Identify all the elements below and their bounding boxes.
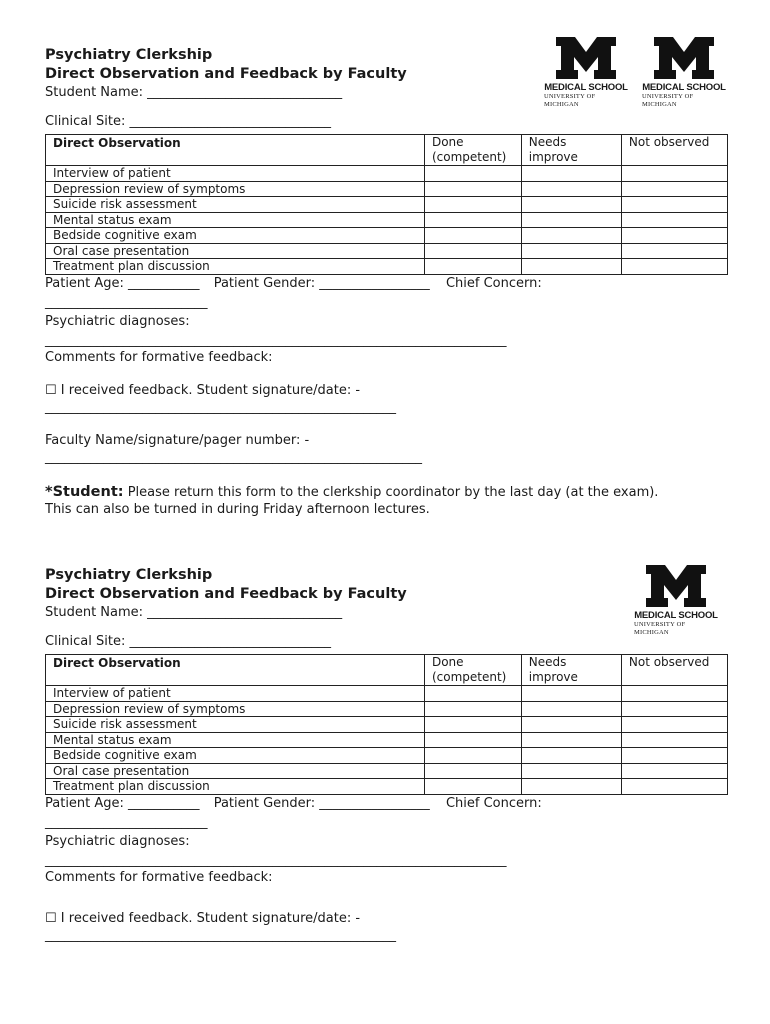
student-note-text: Please return this form to the clerkship coordinator by the last day (at the exam). bbox=[127, 484, 659, 500]
medical-school-logo bbox=[634, 565, 718, 637]
table-row bbox=[46, 197, 728, 213]
student-signature-line[interactable]: ______________________________________________________ bbox=[45, 927, 396, 943]
cell-needs-improve[interactable] bbox=[521, 166, 621, 182]
psychiatric-diagnoses-line[interactable]: _______________________________________________________________________ bbox=[45, 852, 507, 868]
block-m-icon bbox=[646, 565, 706, 607]
row-label: Interview of patient bbox=[46, 166, 425, 182]
block-m-icon bbox=[654, 37, 714, 79]
cell-done[interactable] bbox=[424, 701, 521, 717]
form-subtitle: Direct Observation and Feedback by Faculty bbox=[45, 66, 407, 82]
row-label: Oral case presentation bbox=[46, 763, 425, 779]
table-row bbox=[46, 166, 728, 182]
clinical-site-field[interactable]: Clinical Site: _______________________________ bbox=[45, 634, 331, 649]
cell-not-observed[interactable] bbox=[621, 197, 727, 213]
row-label: Suicide risk assessment bbox=[46, 197, 425, 213]
patient-age-field[interactable]: Patient Age: ___________ bbox=[45, 795, 200, 811]
form-title: Psychiatry Clerkship bbox=[45, 47, 213, 63]
received-feedback-row bbox=[45, 382, 735, 399]
patient-info-row bbox=[45, 795, 735, 812]
student-note-bold: *Student: bbox=[45, 483, 124, 500]
header-done: Done (competent) bbox=[424, 655, 521, 686]
university-text: UNIVERSITY OF MICHIGAN bbox=[642, 93, 694, 108]
cell-done[interactable] bbox=[424, 732, 521, 748]
cell-needs-improve[interactable] bbox=[521, 259, 621, 275]
chief-concern-line[interactable]: _________________________ bbox=[45, 294, 208, 310]
received-feedback-row bbox=[45, 910, 735, 927]
medical-school-logo bbox=[642, 37, 726, 109]
patient-age-field[interactable]: Patient Age: ___________ bbox=[45, 275, 200, 291]
cell-not-observed[interactable] bbox=[621, 763, 727, 779]
row-label: Depression review of symptoms bbox=[46, 181, 425, 197]
header-not-observed: Not observed bbox=[621, 655, 727, 686]
table-header-row bbox=[46, 655, 728, 686]
cell-needs-improve[interactable] bbox=[521, 779, 621, 795]
university-text: UNIVERSITY OF MICHIGAN bbox=[544, 93, 596, 108]
feedback-form-2 bbox=[45, 566, 735, 944]
cell-needs-improve[interactable] bbox=[521, 701, 621, 717]
medical-school-logo bbox=[544, 37, 628, 109]
header-needs-improve: Needs improve bbox=[521, 135, 621, 166]
cell-done[interactable] bbox=[424, 779, 521, 795]
header-not-observed: Not observed bbox=[621, 135, 727, 166]
received-feedback-label: I received feedback. Student signature/date: - bbox=[60, 382, 361, 398]
comments-label: Comments for formative feedback: bbox=[45, 869, 273, 885]
cell-done[interactable] bbox=[424, 259, 521, 275]
header-direct-observation: Direct Observation bbox=[46, 655, 425, 686]
cell-done[interactable] bbox=[424, 763, 521, 779]
cell-not-observed[interactable] bbox=[621, 748, 727, 764]
cell-done[interactable] bbox=[424, 748, 521, 764]
table-row bbox=[46, 228, 728, 244]
cell-needs-improve[interactable] bbox=[521, 181, 621, 197]
row-label: Interview of patient bbox=[46, 686, 425, 702]
row-label: Depression review of symptoms bbox=[46, 701, 425, 717]
medical-school-text: MEDICAL SCHOOL bbox=[544, 82, 628, 93]
cell-needs-improve[interactable] bbox=[521, 212, 621, 228]
cell-not-observed[interactable] bbox=[621, 686, 727, 702]
checkbox-icon[interactable]: ☐ bbox=[45, 382, 57, 398]
cell-done[interactable] bbox=[424, 197, 521, 213]
psychiatric-diagnoses-label: Psychiatric diagnoses: bbox=[45, 313, 190, 329]
table-row bbox=[46, 243, 728, 259]
student-name-field[interactable]: Student Name: ______________________________ bbox=[45, 605, 343, 620]
patient-gender-field[interactable]: Patient Gender: _________________ bbox=[213, 275, 430, 291]
logo-group bbox=[634, 565, 718, 637]
comments-label: Comments for formative feedback: bbox=[45, 349, 273, 365]
psychiatric-diagnoses-label: Psychiatric diagnoses: bbox=[45, 833, 190, 849]
form-subtitle: Direct Observation and Feedback by Faculty bbox=[45, 586, 407, 602]
table-row bbox=[46, 717, 728, 733]
cell-done[interactable] bbox=[424, 181, 521, 197]
table-row bbox=[46, 181, 728, 197]
row-label: Treatment plan discussion bbox=[46, 259, 425, 275]
cell-done[interactable] bbox=[424, 212, 521, 228]
clinical-site-field[interactable]: Clinical Site: _______________________________ bbox=[45, 114, 331, 129]
student-instructions bbox=[45, 484, 735, 518]
cell-done[interactable] bbox=[424, 717, 521, 733]
cell-needs-improve[interactable] bbox=[521, 763, 621, 779]
chief-concern-line[interactable]: _________________________ bbox=[45, 814, 208, 830]
patient-gender-field[interactable]: Patient Gender: _________________ bbox=[213, 795, 430, 811]
cell-needs-improve[interactable] bbox=[521, 717, 621, 733]
cell-not-observed[interactable] bbox=[621, 243, 727, 259]
row-label: Suicide risk assessment bbox=[46, 717, 425, 733]
cell-needs-improve[interactable] bbox=[521, 243, 621, 259]
cell-not-observed[interactable] bbox=[621, 701, 727, 717]
table-row bbox=[46, 212, 728, 228]
student-name-field[interactable]: Student Name: ______________________________ bbox=[45, 85, 343, 100]
table-header-row bbox=[46, 135, 728, 166]
table-row bbox=[46, 259, 728, 275]
university-text: UNIVERSITY OF MICHIGAN bbox=[634, 621, 686, 636]
cell-not-observed[interactable] bbox=[621, 228, 727, 244]
patient-info-row bbox=[45, 275, 735, 292]
chief-concern-label: Chief Concern: bbox=[445, 795, 542, 811]
cell-needs-improve[interactable] bbox=[521, 686, 621, 702]
header-direct-observation: Direct Observation bbox=[46, 135, 425, 166]
cell-not-observed[interactable] bbox=[621, 779, 727, 795]
observation-table bbox=[45, 654, 728, 795]
cell-not-observed[interactable] bbox=[621, 212, 727, 228]
cell-not-observed[interactable] bbox=[621, 166, 727, 182]
received-feedback-label: I received feedback. Student signature/date: - bbox=[60, 910, 361, 926]
block-m-icon bbox=[556, 37, 616, 79]
header-done: Done (competent) bbox=[424, 135, 521, 166]
row-label: Bedside cognitive exam bbox=[46, 748, 425, 764]
student-note-text-2: This can also be turned in during Friday afternoon lectures. bbox=[45, 501, 430, 517]
table-row bbox=[46, 732, 728, 748]
checkbox-icon[interactable]: ☐ bbox=[45, 910, 57, 926]
cell-done[interactable] bbox=[424, 243, 521, 259]
faculty-label: Faculty Name/signature/pager number: - bbox=[45, 432, 310, 448]
cell-not-observed[interactable] bbox=[621, 181, 727, 197]
header-needs-improve: Needs improve bbox=[521, 655, 621, 686]
row-label: Bedside cognitive exam bbox=[46, 228, 425, 244]
cell-needs-improve[interactable] bbox=[521, 732, 621, 748]
cell-done[interactable] bbox=[424, 166, 521, 182]
table-row bbox=[46, 763, 728, 779]
row-label: Mental status exam bbox=[46, 212, 425, 228]
row-label: Treatment plan discussion bbox=[46, 779, 425, 795]
row-label: Oral case presentation bbox=[46, 243, 425, 259]
chief-concern-label: Chief Concern: bbox=[445, 275, 542, 291]
table-row bbox=[46, 686, 728, 702]
faculty-signature-line[interactable]: __________________________________________________________ bbox=[45, 449, 422, 465]
cell-not-observed[interactable] bbox=[621, 732, 727, 748]
feedback-form-1 bbox=[45, 46, 735, 518]
table-row bbox=[46, 779, 728, 795]
medical-school-text: MEDICAL SCHOOL bbox=[634, 610, 718, 621]
psychiatric-diagnoses-line[interactable]: _______________________________________________________________________ bbox=[45, 332, 507, 348]
cell-not-observed[interactable] bbox=[621, 717, 727, 733]
cell-needs-improve[interactable] bbox=[521, 228, 621, 244]
cell-done[interactable] bbox=[424, 686, 521, 702]
medical-school-text: MEDICAL SCHOOL bbox=[642, 82, 726, 93]
cell-needs-improve[interactable] bbox=[521, 748, 621, 764]
cell-done[interactable] bbox=[424, 228, 521, 244]
cell-needs-improve[interactable] bbox=[521, 197, 621, 213]
row-label: Mental status exam bbox=[46, 732, 425, 748]
logo-group bbox=[544, 37, 726, 109]
cell-not-observed[interactable] bbox=[621, 259, 727, 275]
observation-table bbox=[45, 134, 728, 275]
table-row bbox=[46, 748, 728, 764]
form-title: Psychiatry Clerkship bbox=[45, 567, 213, 583]
table-row bbox=[46, 701, 728, 717]
student-signature-line[interactable]: ______________________________________________________ bbox=[45, 399, 396, 415]
